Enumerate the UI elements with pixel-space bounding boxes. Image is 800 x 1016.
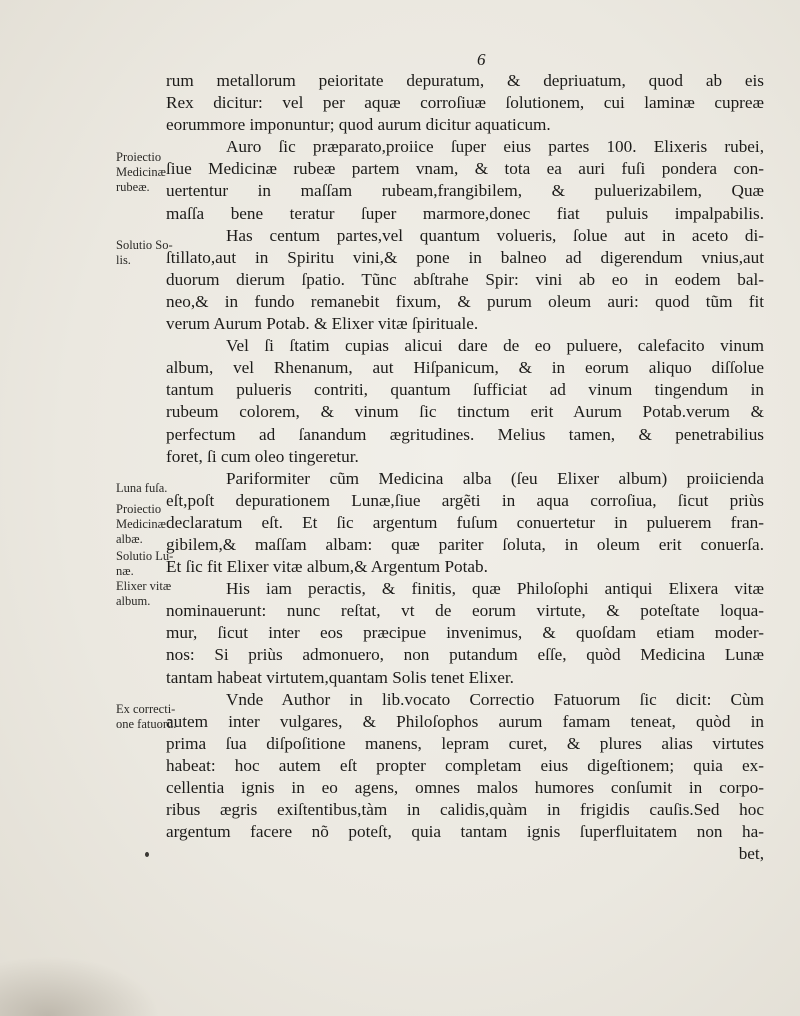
text-line: prima ſua diſpoſitione manens, lepram curet, & plures alias virtutes [166,733,764,753]
margin-note-solutio-solis: Solutio So- lis. [116,238,173,267]
text-line: declaratum eſt. Et ſic argentum fuſum conuertetur in puluerem fran- [166,512,764,532]
margin-note-luna-fusa: Luna fuſa. [116,481,168,495]
page-number: 6 [477,50,486,69]
text-line: perfectum ad ſanandum ægritudines. Melius tamen, & penetrabilius [166,424,764,444]
text-line: Vel ſi ſtatim cupias alicui dare de eo puluere, calefacito vinum [226,336,764,356]
text-line: ribus ægris exiſtentibus,tàm in calidis,quàm in frigidis cauſis.Sed hoc [166,800,764,820]
margin-note-solutio-lunae: Solutio Lu- næ. [116,549,174,578]
text-line: bet, [738,844,764,864]
text-line: rum metallorum peioritate depuratum, & depriuatum, quod ab eis [166,71,764,90]
text-line: ſtillato,aut in Spiritu vini,& pone in balneo ad digerendum vnius,aut [166,247,764,267]
text-line: habeat: hoc autem eſt propter completam eius digeſtionem; quia ex- [166,755,764,775]
text-line: maſſa bene teratur ſuper marmore,donec fiat puluis impalpabilis. [166,203,764,223]
text-line: Et ſic fit Elixer vitæ album,& Argentum Potab. [166,557,488,577]
text-line: tantum pulueris contriti, quantum ſufficiat ad vinum tingendum in [166,380,764,400]
margin-note-ex-correctione: Ex correcti- one fatuorũ. [116,702,177,731]
ink-dot [145,852,149,857]
text-line: autem inter vulgares, & Philoſophos aurum famam teneat, quòd in [166,711,764,731]
text-line: neo,& in fundo remanebit fixum, & purum oleum auri: quod tũm fit [166,291,764,311]
text-line: album, vel Rhenanum, aut Hiſpanicum, & in eorum aliquo diſſolue [166,358,764,378]
text-line: rubeum colorem, & vinum ſic tinctum erit Aurum Potab.verum & [166,402,764,422]
text-line: Vnde Author in lib.vocato Correctio Fatuorum ſic dicit: Cùm [226,689,764,709]
text-line: Auro ſic præparato,proiice ſuper eius partes 100. Elixeris rubei, [226,137,764,157]
margin-note-proiectio-albae: Proiectio Medicinæ albæ. [116,502,166,546]
text-line: eorummore imponuntur; quod aurum dicitur aquaticum. [166,115,551,135]
text-line: Rex dicitur: vel per aquæ corroſiuæ ſolutionem, cui laminæ cupreæ [166,93,764,113]
text-line: tantam habeat virtutem,quantam Solis tenet Elixer. [166,667,514,687]
text-line: His iam peractis, & finitis, quæ Philoſophi antiqui Elixera vitæ [226,579,764,599]
margin-note-elixer-album: Elixer vitæ album. [116,579,172,608]
text-line: nominauerunt: nunc reſtat, vt de eorum virtute, & poteſtate loqua- [166,601,764,621]
text-line: foret, ſi cum oleo tingeretur. [166,446,359,466]
text-line: mur, ſicut inter eos præcipue invenimus, & quoſdam etiam moder- [166,623,764,643]
text-line: Pariformiter cũm Medicina alba (ſeu Elixer album) proiicienda [226,468,764,488]
text-line: verum Aurum Potab. & Elixer vitæ ſpirituale. [166,314,479,334]
page-stain [0,956,160,1016]
text-line: eſt,poſt depurationem Lunæ,ſiue argẽti in aqua corroſiua, ſicut priùs [166,490,764,510]
main-text-block [166,70,764,865]
text-line: duorum dierum ſpatio. Tũnc abſtrahe Spir: vini ab eo in eodem bal- [166,269,764,289]
text-line: cellentia ignis in eo agens, omnes malos humores conſumit in corpo- [166,778,764,797]
text-line: argentum facere nõ poteſt, quia tantam ignis ſuperfluitatem non ha- [166,822,764,842]
margin-note-proiectio-rubeae: Proiectio Medicinæ rubeæ. [116,150,166,194]
text-line: ſiue Medicinæ rubeæ partem vnam, & tota ea auri fuſi pondera con- [166,159,764,179]
text-line: uertentur in maſſam rubeam,frangibilem, & puluerizabilem, Quæ [166,181,764,201]
text-line: Has centum partes,vel quantum volueris, ſolue aut in aceto di- [226,225,764,245]
text-line: nos: Si priùs admonuero, non putandum eſſe, quòd Medicina Lunæ [166,645,764,665]
text-line: gibilem,& maſſam albam: quæ pariter ſoluta, in oleum erit conuerſa. [166,534,764,554]
